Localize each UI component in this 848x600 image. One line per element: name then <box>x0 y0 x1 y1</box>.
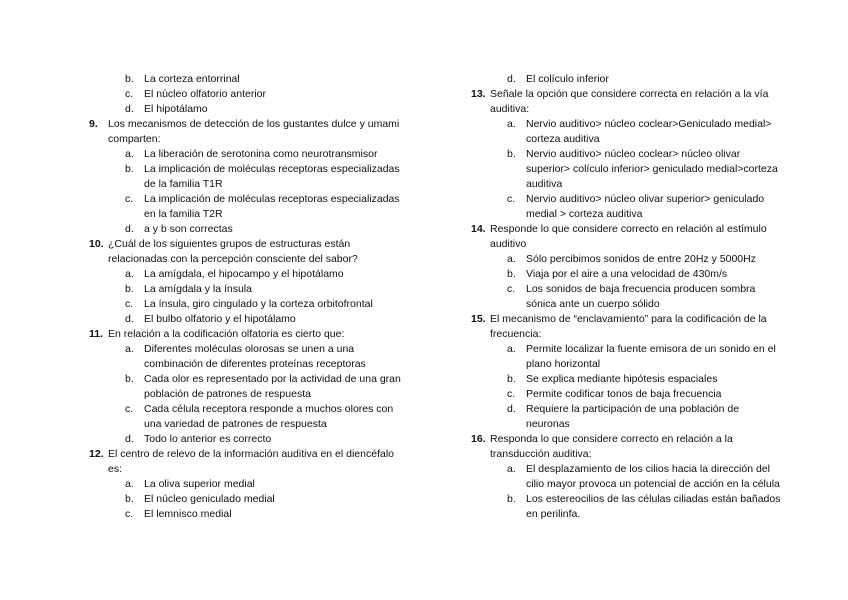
option-text-line: La amígdala y la ínsula <box>144 283 252 295</box>
question-text-line: En relación a la codificación olfatoria es cierto que: <box>108 328 345 340</box>
answer-option <box>89 267 424 282</box>
option-text-line: Permite localizar la fuente emisora de un sonido en el <box>526 343 776 355</box>
answer-option <box>89 192 424 222</box>
answer-option <box>471 192 801 222</box>
left-column <box>89 72 424 522</box>
question-text-line: es: <box>108 463 123 475</box>
option-text-line: El desplazamiento de los cilios hacia la dirección del <box>526 463 770 475</box>
option-text-line: Cada célula receptora responde a muchos olores con <box>144 403 394 415</box>
option-text-line: Permite codificar tonos de baja frecuencia <box>526 388 722 400</box>
option-text-line: El colículo inferior <box>526 73 609 85</box>
option-text-line: Se explica mediante hipótesis espaciales <box>526 373 718 385</box>
question-text-line: auditiva: <box>490 103 530 115</box>
option-text <box>526 372 801 387</box>
option-letter: c. <box>507 388 516 400</box>
option-letter: b. <box>125 163 134 175</box>
option-letter: a. <box>125 343 134 355</box>
question-item <box>89 237 424 327</box>
option-letter: a. <box>507 343 516 355</box>
option-letter: a. <box>125 268 134 280</box>
option-text-line: La oliva superior medial <box>144 478 255 490</box>
option-text <box>144 312 424 327</box>
option-text-line: auditiva <box>526 178 563 190</box>
question-item <box>471 312 801 432</box>
option-text <box>526 72 801 87</box>
option-letter: b. <box>125 73 134 85</box>
question-text-line: comparten: <box>108 133 161 145</box>
question-stem <box>89 447 424 477</box>
option-letter: b. <box>125 493 134 505</box>
option-text-line: población de patrones de respuesta <box>144 388 311 400</box>
answer-option <box>89 312 424 327</box>
option-letter: a. <box>507 118 516 130</box>
option-text-line: de la familia T1R <box>144 178 223 190</box>
option-text-line: Requiere la participación de una población de <box>526 403 740 415</box>
option-text-line: medial > corteza auditiva <box>526 208 643 220</box>
question-stem <box>471 222 801 252</box>
option-text <box>526 492 801 522</box>
option-text-line: La implicación de moléculas receptoras especializadas <box>144 163 400 175</box>
answer-option <box>471 387 801 402</box>
option-text <box>144 267 424 282</box>
question-text <box>490 87 801 117</box>
option-text <box>526 147 801 192</box>
option-text-line: Viaja por el aire a una velocidad de 430m/s <box>526 268 728 280</box>
question-text-line: Los mecanismos de detección de los gustantes dulce y umami <box>108 118 400 130</box>
question-text-line: El mecanismo de “enclavamiento” para la codificación de la <box>490 313 767 325</box>
option-letter: c. <box>125 298 134 310</box>
question-text <box>108 117 424 147</box>
question-stem <box>89 237 424 267</box>
answer-option <box>471 267 801 282</box>
question-stem <box>471 312 801 342</box>
question-stem <box>471 432 801 462</box>
answer-option <box>89 102 424 117</box>
option-text <box>526 267 801 282</box>
option-letter: b. <box>507 493 516 505</box>
right-column <box>471 72 801 522</box>
option-letter: b. <box>507 148 516 160</box>
question-text-line: El centro de relevo de la información auditiva en el diencéfalo <box>108 448 395 460</box>
option-text-line: Nervio auditivo> núcleo coclear> núcleo olivar <box>526 148 741 160</box>
option-letter: c. <box>125 403 134 415</box>
option-letter: b. <box>507 268 516 280</box>
option-text <box>144 192 424 222</box>
question-number: 9. <box>89 118 98 130</box>
option-text-line: plano horizontal <box>526 358 601 370</box>
answer-option <box>471 402 801 432</box>
question-number: 14. <box>471 223 486 235</box>
option-text-line: La corteza entorrinal <box>144 73 240 85</box>
question-number: 10. <box>89 238 104 250</box>
option-text-line: Sólo percibimos sonidos de entre 20Hz y 5000Hz <box>526 253 756 265</box>
option-text-line: neuronas <box>526 418 570 430</box>
option-text <box>144 432 424 447</box>
option-letter: b. <box>125 373 134 385</box>
option-text <box>144 72 424 87</box>
answer-option <box>471 252 801 267</box>
answer-option <box>471 282 801 312</box>
answer-option <box>89 372 424 402</box>
option-text-line: La liberación de serotonina como neurotransmisor <box>144 148 378 160</box>
option-text-line: combinación de diferentes proteínas receptoras <box>144 358 366 370</box>
question-text-line: Señale la opción que considere correcta en relación a la vía <box>490 88 769 100</box>
option-text-line: corteza auditiva <box>526 133 600 145</box>
question-item <box>471 222 801 312</box>
question-item <box>471 87 801 222</box>
question-text-line: Responde lo que considere correcto en relación al estímulo <box>490 223 767 235</box>
answer-option <box>89 507 424 522</box>
option-letter: c. <box>125 193 134 205</box>
question-number: 15. <box>471 313 486 325</box>
option-text <box>526 252 801 267</box>
question-stem <box>89 117 424 147</box>
option-letter: c. <box>507 193 516 205</box>
option-letter: c. <box>125 88 134 100</box>
option-letter: d. <box>125 103 134 115</box>
option-text-line: Nervio auditivo> núcleo olivar superior> geniculado <box>526 193 765 205</box>
option-text-line: El hipotálamo <box>144 103 208 115</box>
answer-option <box>89 342 424 372</box>
question-text-line: relacionadas con la percepción consciente del sabor? <box>108 253 358 265</box>
question-item <box>89 327 424 447</box>
option-text-line: una variedad de patrones de respuesta <box>144 418 327 430</box>
answer-option <box>471 117 801 147</box>
option-text <box>526 462 801 492</box>
option-letter: d. <box>125 313 134 325</box>
option-text-line: Diferentes moléculas olorosas se unen a una <box>144 343 355 355</box>
option-text <box>144 492 424 507</box>
option-text-line: Nervio auditivo> núcleo coclear>Geniculado medial> <box>526 118 772 130</box>
option-letter: a. <box>507 463 516 475</box>
question-text-line: ¿Cuál de los siguientes grupos de estructuras están <box>108 238 351 250</box>
answer-option <box>89 222 424 237</box>
option-text <box>144 342 424 372</box>
question-text-line: Responda lo que considere correcto en relación a la <box>490 433 733 445</box>
option-letter: a. <box>125 148 134 160</box>
question-text <box>108 327 424 342</box>
option-text-line: Todo lo anterior es correcto <box>144 433 272 445</box>
option-text-line: en la familia T2R <box>144 208 223 220</box>
answer-option <box>89 162 424 192</box>
question-number: 16. <box>471 433 486 445</box>
option-text <box>526 282 801 312</box>
option-text <box>526 117 801 147</box>
option-text-line: a y b son correctas <box>144 223 233 235</box>
option-text <box>144 402 424 432</box>
question-text <box>490 432 801 462</box>
option-letter: d. <box>507 403 516 415</box>
option-text-line: La amígdala, el hipocampo y el hipotálamo <box>144 268 344 280</box>
option-text-line: superior> colículo inferior> geniculado medial>corteza <box>526 163 778 175</box>
option-text-line: El bulbo olfatorio y el hipotálamo <box>144 313 296 325</box>
option-text <box>144 282 424 297</box>
question-number: 13. <box>471 88 486 100</box>
answer-option <box>89 87 424 102</box>
option-text-line: en perilinfa. <box>526 508 581 520</box>
option-letter: d. <box>125 433 134 445</box>
answer-option <box>89 282 424 297</box>
question-text <box>108 237 424 267</box>
question-number: 11. <box>89 328 104 340</box>
answer-option <box>89 147 424 162</box>
option-letter: c. <box>125 508 134 520</box>
option-text-line: La ínsula, giro cingulado y la corteza orbitofrontal <box>144 298 373 310</box>
answer-option <box>471 462 801 492</box>
question-text-line: auditivo <box>490 238 527 250</box>
option-text <box>144 372 424 402</box>
answer-option <box>89 72 424 87</box>
option-text <box>144 162 424 192</box>
question-stem <box>471 87 801 117</box>
option-letter: b. <box>125 283 134 295</box>
question-text <box>490 312 801 342</box>
question-text <box>490 222 801 252</box>
option-text <box>144 87 424 102</box>
option-text <box>526 387 801 402</box>
option-text <box>526 192 801 222</box>
option-text <box>526 342 801 372</box>
answer-option <box>471 342 801 372</box>
answer-option <box>471 492 801 522</box>
option-text <box>144 147 424 162</box>
option-text-line: cilio mayor provoca un potencial de acción en la célula <box>526 478 780 490</box>
option-letter: c. <box>507 283 516 295</box>
answer-option <box>89 492 424 507</box>
option-letter: a. <box>125 478 134 490</box>
option-text-line: El núcleo olfatorio anterior <box>144 88 266 100</box>
option-text <box>144 507 424 522</box>
option-letter: b. <box>507 373 516 385</box>
question-text <box>108 447 424 477</box>
answer-option <box>471 147 801 192</box>
question-text-line: transducción auditiva: <box>490 448 592 460</box>
option-letter: a. <box>507 253 516 265</box>
answer-option <box>471 72 801 87</box>
question-text-line: frecuencia: <box>490 328 542 340</box>
option-text-line: sónica ante un cuerpo sólido <box>526 298 660 310</box>
option-text-line: Los sonidos de baja frecuencia producen sombra <box>526 283 756 295</box>
question-number: 12. <box>89 448 104 460</box>
answer-option <box>89 432 424 447</box>
option-text <box>144 297 424 312</box>
option-text-line: Cada olor es representado por la actividad de una gran <box>144 373 401 385</box>
answer-option <box>89 402 424 432</box>
option-letter: d. <box>125 223 134 235</box>
question-item <box>89 117 424 237</box>
answer-option <box>89 297 424 312</box>
option-text <box>144 222 424 237</box>
option-text <box>526 402 801 432</box>
answer-option <box>471 372 801 387</box>
question-stem <box>89 327 424 342</box>
option-text-line: La implicación de moléculas receptoras especializadas <box>144 193 400 205</box>
option-text-line: El lemnisco medial <box>144 508 232 520</box>
answer-option <box>89 477 424 492</box>
question-item <box>89 447 424 522</box>
option-text <box>144 102 424 117</box>
question-item <box>471 432 801 522</box>
option-text-line: Los estereocilios de las células ciliadas están bañados <box>526 493 781 505</box>
option-text <box>144 477 424 492</box>
option-letter: d. <box>507 73 516 85</box>
option-text-line: El núcleo geniculado medial <box>144 493 275 505</box>
